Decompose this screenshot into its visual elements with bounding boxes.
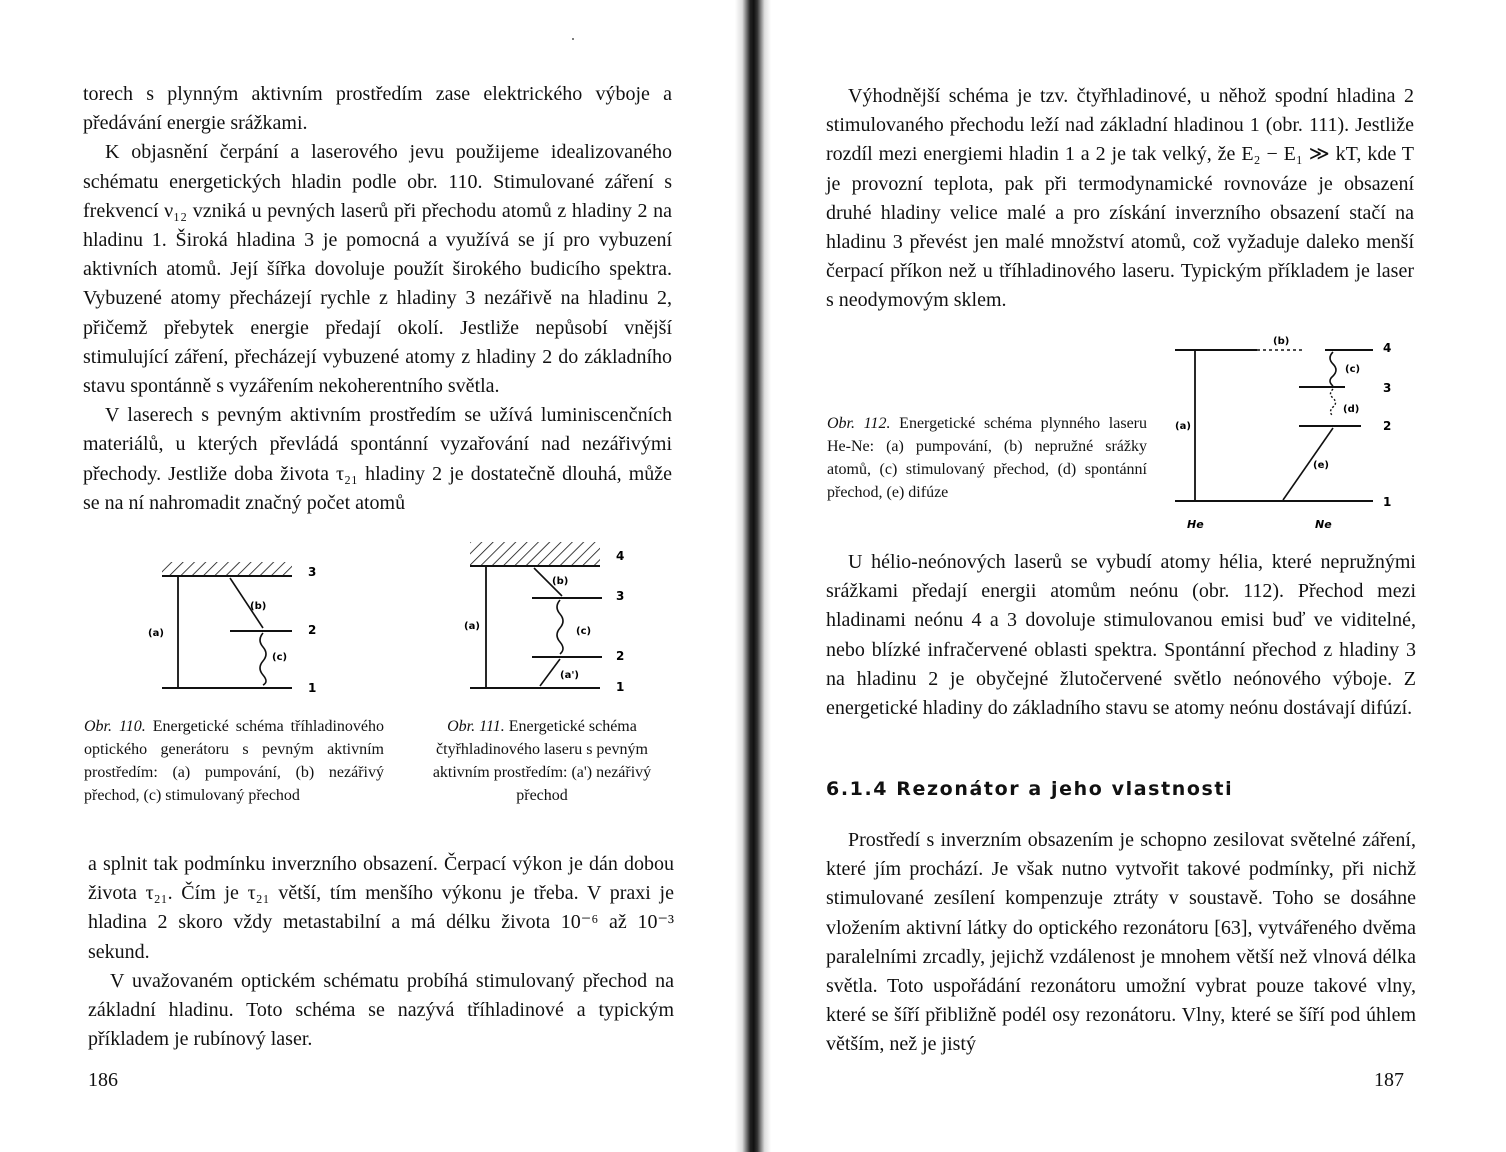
label-a-prime: (a') [560,670,579,681]
paragraph: torech s plynným aktivním prostředím zase elektrického výboje a předávání energie srážkami. [83,83,672,135]
caption-text: Energetické schéma plynného laseru He-Ne: (a) pumpování, (b) nepružné srážky atomů, (c) stimulovaný přechod, (d) spontánní přechod, (e) difúze [827,415,1147,501]
paragraph: U hélio-neónových laserů se vybudí atomy hélia, které nepružnými srážkami předají energii atomům neónu (obr. 112). Přechod mezi hladinami neónu 4 a 3 dovoluje stimulovanou emisi buď ve viditelné, nebo blízké infračervené oblasti spektra. Spontánní přechod z hladiny 3 na hladinu 2 je obyčejné žlutočervené světlo neónového výboje. Z energetické hladiny do základního stavu se atomy neónu dostávají difúzí. [826,551,1416,720]
level-3-label: 3 [308,565,317,579]
stimulated-wave [260,633,266,685]
label-a: (a) [1175,421,1191,432]
book-gutter [735,0,771,1152]
right-page [771,0,1506,1152]
figure-111-diagram [444,534,644,694]
label-b: (b) [552,576,569,587]
figure-112-caption [827,412,1147,504]
left-page [0,0,735,1152]
paragraph: Prostředí s inverzním obsazením je schopno zesilovat světelné záření, které jím prochází. Je však nutno vytvořit takové podmínky, při nichž stimulované zesílení kompenzuje ztráty v soustavě. Toho se dosáhne vložením aktivní látky do optického rezonátoru [63], vytvářeného dvěma paralelními zrcadly, jejichž vzdálenost je mnohem větší než vlnová délka světla. Toto uspořádání rezonátoru umožní vybrat pouze takové vlny, které se šíří přibližně podél osy rezonátoru. Vlny, které se šíří pod úhlem větším, než je jistý [826,829,1416,1056]
right-text-bottom [826,826,1416,1060]
wide-level-4-hatch [470,542,600,566]
level-1-label: 1 [308,681,317,695]
stimulated-wave [557,600,563,654]
level-2-label: 2 [308,623,317,637]
figure-111-caption [406,715,678,807]
paragraph: K objasnění čerpání a laserového jevu použijeme idealizovaného schématu energetických hladin podle obr. 110. Stimulované záření s frekvencí ν₁₂ vzniká u pevných laserů při přechodu atomů z hladiny 2 na hladinu 1. Široká hladina 3 je pomocná a využívá se jí pro vybuzení aktivních atomů. Její šířka dovoluje použít širokého budicího spektra. Vybuzené atomy přecházejí rychle z hladiny 3 nezářivě na hladinu 2, přičemž přebytek energie předají okolí. Jestliže nepůsobí vnější stimulující záření, přecházejí vybuzené atomy z hladiny 2 do základního stavu spontánně s vyzářením nekoherentního světla. [83,141,672,398]
level-1-label: 1 [616,680,625,694]
level-3-label: 3 [616,589,625,603]
left-text-top [83,80,672,518]
nonradiative-arrow-2 [540,659,560,686]
level-1-label: 1 [1383,495,1392,509]
level-2-label: 2 [1383,419,1392,433]
page-number: 187 [1374,1069,1404,1091]
label-a: (a) [464,621,480,632]
label-b: (b) [250,601,267,612]
right-text-top [826,82,1414,316]
label-a: (a) [148,628,164,639]
paragraph: a splnit tak podmínku inverzního obsazení. Čerpací výkon je dán dobou života τ₂₁. Čím je τ₂₁ větší, tím menšího výkonu je třeba. V praxi je hladina 2 skoro vždy metastabilní a má délku života 10⁻⁶ až 10⁻³ sekund. [88,853,674,963]
label-b: (b) [1273,336,1290,347]
wide-level-3-hatch [162,562,292,576]
figure-112-diagram [1175,330,1415,535]
caption-head: Obr. 112. [827,415,891,432]
ne-label: Ne [1315,518,1332,531]
paragraph: V laserech s pevným aktivním prostředím se užívá luminiscenčních materiálů, u kterých převládá spontánní vyzařování nad nezářivými přechody. Jestliže doba života τ₂₁ hladiny 2 je dostatečně dlouhá, může se na ní nahromadit značný počet atomů [83,404,672,514]
caption-head: Obr. 111. [447,718,505,735]
level-4-label: 4 [616,549,625,563]
left-text-bottom [88,850,674,1054]
he-label: He [1187,518,1204,531]
caption-text: Energetické schéma čtyřhladinového laseru s pevným aktivním prostředím: (a') nezářivý přechod [432,718,652,804]
figure-110-diagram [140,548,330,698]
speck [572,38,574,40]
caption-text: Energetické schéma tříhladinového optického generátoru s pevným aktivním prostředím: (a) pumpování, (b) nezářivý přechod, (c) stimulovaný přechod [84,718,384,804]
level-4-label: 4 [1383,341,1392,355]
level-2-label: 2 [616,649,625,663]
spontaneous-wave [1331,389,1336,416]
label-c: (c) [272,652,288,663]
label-e: (e) [1313,460,1329,471]
paragraph: V uvažovaném optickém schématu probíhá stimulovaný přechod na základní hladinu. Toto schéma se nazývá tříhladinové a typickým příkladem je rubínový laser. [88,969,674,1051]
stimulated-wave [1330,352,1336,386]
paragraph: Výhodnější schéma je tzv. čtyřhladinové, u něhož spodní hladina 2 stimulovaného přechodu leží nad základní hladinou 1 (obr. 111). Jestliže rozdíl mezi energiemi hladin 1 a 2 je tak velký, že E₂ − E₁ ≫ kT, kde T je provozní teplota, pak při termodynamické rovnováze je obsazení druhé hladiny velice malé a pro získání inverzního obsazení stačí na hladinu 3 převést jen malé množství atomů, což vyžaduje daleko menší čerpací příkon než u tříhladinového laseru. Typickým příkladem je laser s neodymovým sklem. [826,85,1414,312]
level-3-label: 3 [1383,381,1392,395]
page-number: 186 [88,1069,118,1091]
label-d: (d) [1343,404,1360,415]
label-c: (c) [576,626,592,637]
caption-head: Obr. 110. [84,718,146,735]
right-text-middle [826,548,1416,723]
section-heading: 6.1.4 Rezonátor a jeho vlastnosti [826,778,1234,800]
label-c: (c) [1345,364,1361,375]
figure-110-caption [84,715,384,807]
